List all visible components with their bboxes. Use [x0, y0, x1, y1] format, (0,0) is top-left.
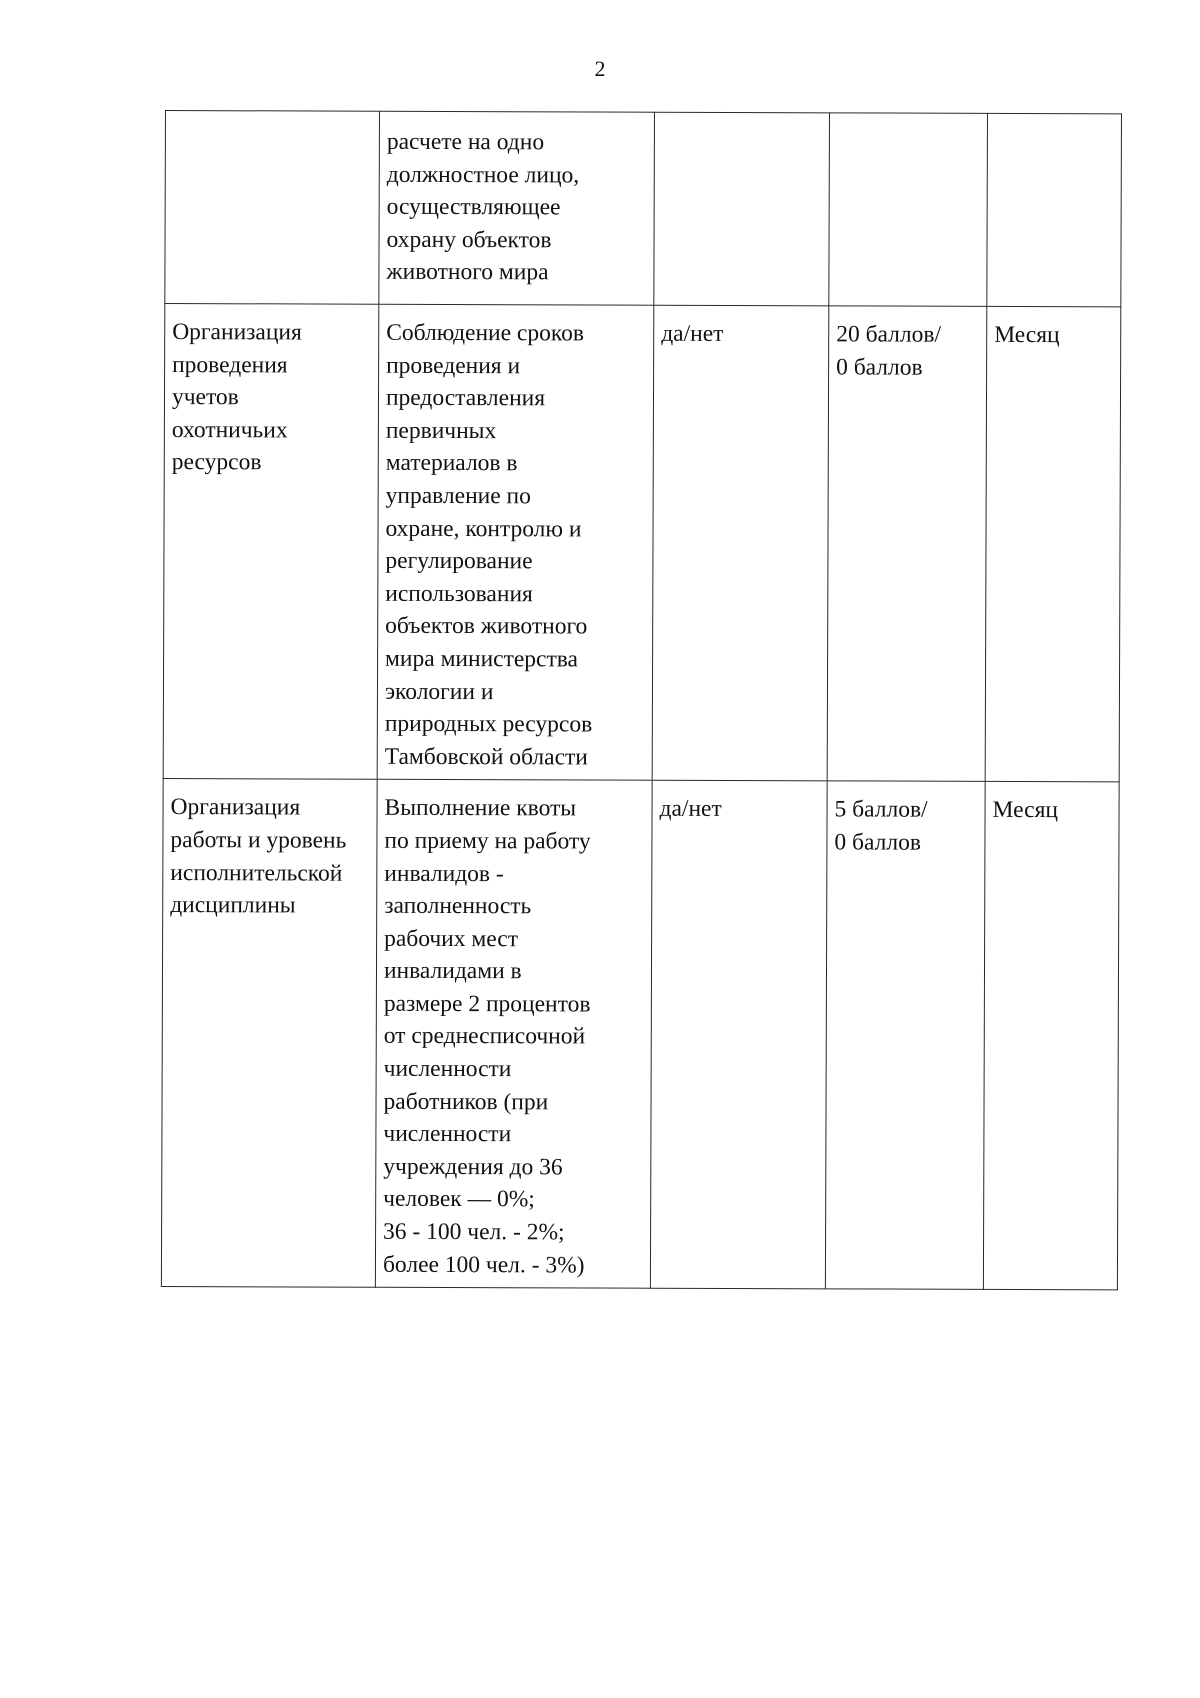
- table-row: [161, 779, 1119, 1290]
- indicator-group-cell: Организация работы и уровень исполнительской дисциплины: [161, 779, 377, 1288]
- measure-cell: да/нет: [650, 781, 827, 1290]
- criterion-cell: Выполнение квоты по приему на работу инвалидов - заполненность рабочих мест инвалидами в размере 2 процентов от среднесписочной численности работников (при численности учреждения до 36 человек — 0%; 36 - 100 чел. - 2%; более 100 чел. - 3%): [375, 780, 652, 1289]
- period-cell: [987, 113, 1122, 306]
- table-row: [163, 304, 1121, 783]
- criterion-cell: расчете на одно должностное лицо, осуществляющее охрану объектов животного мира: [379, 111, 655, 305]
- table-row: [165, 111, 1122, 307]
- criteria-table: [161, 110, 1122, 1291]
- measure-cell: [654, 112, 830, 306]
- score-cell: 5 баллов/ 0 баллов: [825, 781, 985, 1289]
- measure-cell: да/нет: [652, 305, 829, 781]
- indicator-group-cell: [165, 111, 380, 305]
- score-cell: [829, 113, 988, 307]
- indicator-group-cell: Организация проведения учетов охотничьих ресурсов: [163, 304, 379, 780]
- page-number: 2: [594, 56, 606, 81]
- criterion-cell: Соблюдение сроков проведения и предоставления первичных материалов в управление по охране, контролю и регулирование использования объектов животного мира министерства экологии и природных ресурсов Тамбовской области: [377, 304, 654, 780]
- period-cell: Месяц: [985, 306, 1121, 782]
- score-cell: 20 баллов/ 0 баллов: [827, 306, 987, 782]
- period-cell: Месяц: [983, 782, 1119, 1290]
